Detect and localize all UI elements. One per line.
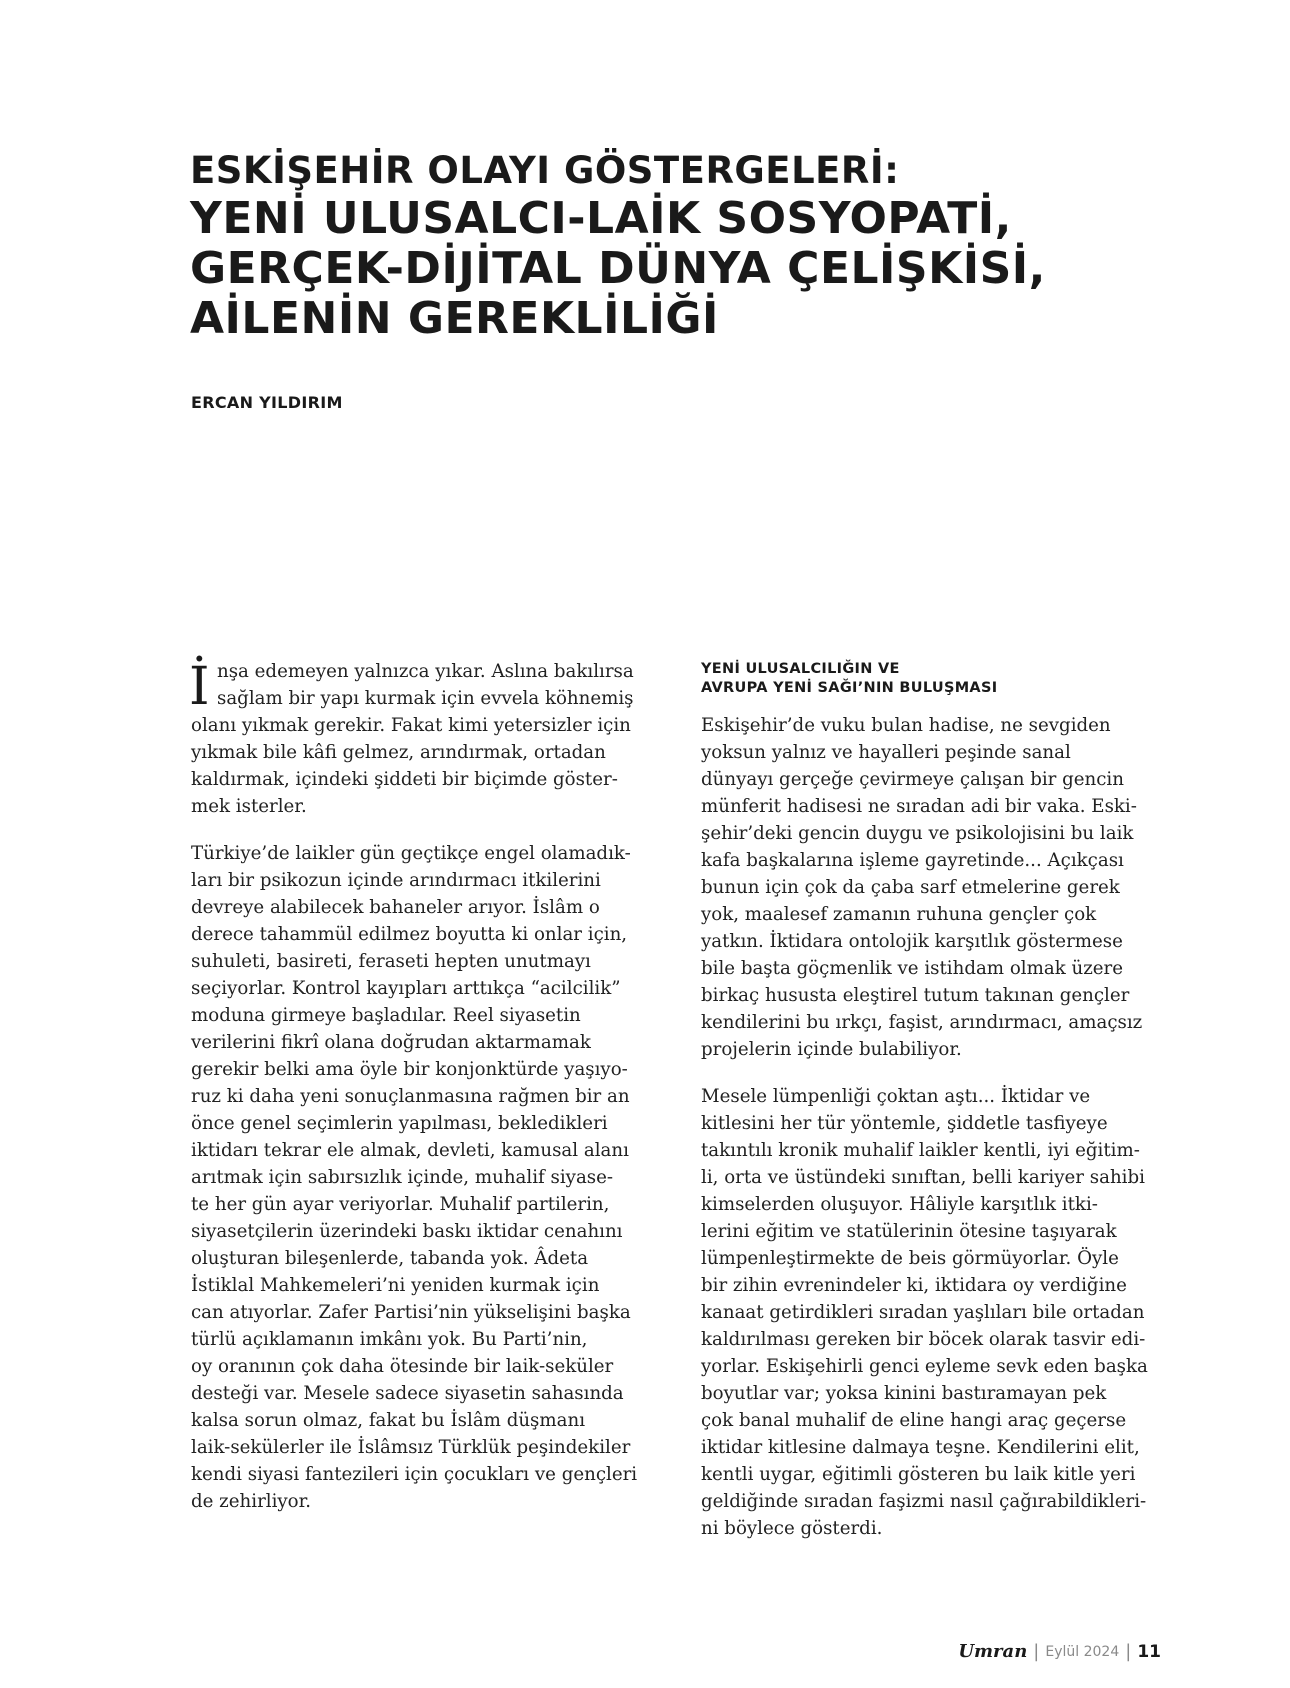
text-line: desteği var. Mesele sadece siyasetin sahasında xyxy=(191,1383,624,1404)
footer-divider: | xyxy=(1125,1641,1132,1662)
text-line: kimselerden oluşuyor. Hâliyle karşıtlık itki- xyxy=(701,1194,1098,1215)
page-number: 11 xyxy=(1137,1641,1161,1662)
text-line: derece tahammül edilmez boyutta ki onlar için, xyxy=(191,924,628,945)
text-line: kendi siyasi fantezileri için çocukları ve gençleri xyxy=(191,1464,638,1485)
text-line: çok banal muhalif de eline hangi araç geçerse xyxy=(701,1410,1127,1431)
paragraph xyxy=(701,712,1167,1063)
text-line: lerini eğitim ve statülerinin ötesine taşıyarak xyxy=(701,1221,1117,1242)
text-line: can atıyorlar. Zafer Partisi’nin yükselişini başka xyxy=(191,1302,631,1323)
text-line: bile başta göçmenlik ve istihdam olmak üzere xyxy=(701,958,1124,979)
text-line: türlü açıklamanın imkânı yok. Bu Parti’nin, xyxy=(191,1329,588,1350)
left-column xyxy=(191,658,657,1535)
text-line: iktidarı tekrar ele almak, devleti, kamusal alanı xyxy=(191,1140,629,1161)
text-line: dünyayı gerçeğe çevirmeye çalışan bir gencin xyxy=(701,769,1124,790)
text-line: olanı yıkmak gerekir. Fakat kimi yetersizler için xyxy=(191,715,631,736)
text-line: kaldırmak, içindeki şiddeti bir biçimde göster- xyxy=(191,769,618,790)
subheading-line: AVRUPA YENİ SAĞI’NIN BULUŞMASI xyxy=(701,680,998,696)
text-line: iktidar kitlesine dalmaya teşne. Kendilerini elit, xyxy=(701,1437,1140,1458)
text-line: yatkın. İktidara ontolojik karşıtlık göstermese xyxy=(701,931,1123,952)
text-line: arıtmak için sabırsızlık içinde, muhalif siyase- xyxy=(191,1167,614,1188)
text-line: seçiyorlar. Kontrol kayıpları arttıkça “acilcilik” xyxy=(191,978,621,999)
drop-cap: İ xyxy=(189,657,210,717)
text-line: oluşturan bileşenlerde, tabanda yok. Âdeta xyxy=(191,1248,589,1269)
text-line: kitlesini her tür yöntemle, şiddetle tasfiyeye xyxy=(701,1113,1108,1134)
text-line: İstiklal Mahkemeleri’ni yeniden kurmak için xyxy=(191,1275,600,1296)
text-line: oy oranının çok daha ötesinde bir laik-seküler xyxy=(191,1356,614,1377)
text-line: yorlar. Eskişehirli genci eyleme sevk eden başka xyxy=(701,1356,1148,1377)
text-line: sağlam bir yapı kurmak için evvela köhnemiş xyxy=(217,688,634,709)
text-line: te her gün ayar veriyorlar. Muhalif partilerin, xyxy=(191,1194,610,1215)
text-line: gerekir belki ama öyle bir konjonktürde yaşıyo- xyxy=(191,1059,628,1080)
text-line: lümpenleştirmekte de beis görmüyorlar. Öyle xyxy=(701,1248,1119,1269)
section-subheading xyxy=(701,660,1167,698)
text-line: yoksun yalnız ve hayalleri peşinde sanal xyxy=(701,742,1071,763)
text-line: yıkmak bile kâfi gelmez, arındırmak, ortadan xyxy=(191,742,606,763)
text-line: de zehirliyor. xyxy=(191,1491,312,1512)
text-line: li, orta ve üstündeki sınıftan, belli kariyer sahibi xyxy=(701,1167,1145,1188)
paragraph xyxy=(191,840,657,1515)
title-line: ESKİŞEHİR OLAYI GÖSTERGELERİ: xyxy=(190,149,900,192)
text-line: siyasetçilerin üzerindeki baskı iktidar cenahını xyxy=(191,1221,623,1242)
text-line: nşa edemeyen yalnızca yıkar. Aslına bakılırsa xyxy=(217,661,634,682)
subheading-line: YENİ ULUSALCILIĞIN VE xyxy=(701,661,900,677)
text-line: ları bir psikozun içinde arındırmacı itkilerini xyxy=(191,870,601,891)
text-line: projelerin içinde bulabiliyor. xyxy=(701,1039,962,1060)
text-line: ni böylece gösterdi. xyxy=(701,1518,883,1539)
text-line: Mesele lümpenliği çoktan aştı... İktidar ve xyxy=(701,1086,1091,1107)
title-line: AİLENİN GEREKLİLİĞİ xyxy=(190,293,719,344)
text-line: Türkiye’de laikler gün geçtikçe engel olamadık- xyxy=(191,843,631,864)
text-line: kaldırılması gereken bir böcek olarak tasvir edi- xyxy=(701,1329,1146,1350)
text-line: ruz ki daha yeni sonuçlanmasına rağmen bir an xyxy=(191,1086,630,1107)
text-line: yok, maalesef zamanın ruhuna gençler çok xyxy=(701,904,1097,925)
text-line: takıntılı kronik muhalif laikler kentli, iyi eğitim- xyxy=(701,1140,1140,1161)
text-line: geldiğinde sıradan faşizmi nasıl çağırabildikleri- xyxy=(701,1491,1147,1512)
text-line: bunun için çok da çaba sarf etmelerine gerek xyxy=(701,877,1120,898)
footer-divider: | xyxy=(1033,1641,1040,1662)
text-line: moduna girmeye başladılar. Reel siyasetin xyxy=(191,1005,581,1026)
text-line: kanaat getirdikleri sıradan yaşlıları bile ortadan xyxy=(701,1302,1145,1323)
issue-date: Eylül 2024 xyxy=(1045,1643,1120,1660)
article-title xyxy=(190,148,1090,344)
paragraph xyxy=(191,658,657,820)
text-line: birkaç hususta eleştirel tutum takınan gençler xyxy=(701,985,1130,1006)
text-line: suhuleti, basireti, feraseti hepten unutmayı xyxy=(191,951,591,972)
text-line: şehir’deki gencin duygu ve psikolojisini bu laik xyxy=(701,823,1134,844)
page-footer xyxy=(958,1641,1161,1662)
text-line: mek isterler. xyxy=(191,796,307,817)
title-line: GERÇEK-DİJİTAL DÜNYA ÇELİŞKİSİ, xyxy=(190,243,1046,294)
text-line: Eskişehir’de vuku bulan hadise, ne sevgiden xyxy=(701,715,1111,736)
right-column xyxy=(701,660,1167,1562)
text-line: boyutlar var; yoksa kinini bastıramayan pek xyxy=(701,1383,1107,1404)
author-byline: ERCAN YILDIRIM xyxy=(191,393,343,412)
text-line: münferit hadisesi ne sıradan adi bir vaka. Eski- xyxy=(701,796,1137,817)
text-line: kendilerini bu ırkçı, faşist, arındırmacı, amaçsız xyxy=(701,1012,1143,1033)
magazine-logo: Umran xyxy=(958,1641,1028,1662)
text-line: verilerini fikrî olana doğrudan aktarmamak xyxy=(191,1032,591,1053)
text-line: kalsa sorun olmaz, fakat bu İslâm düşmanı xyxy=(191,1410,586,1431)
text-line: kentli uygar, eğitimli gösteren bu laik kitle yeri xyxy=(701,1464,1136,1485)
text-line: önce genel seçimlerin yapılması, bekledikleri xyxy=(191,1113,608,1134)
text-line: kafa başkalarına işleme gayretinde... Açıkçası xyxy=(701,850,1124,871)
text-line: laik-sekülerler ile İslâmsız Türklük peşindekiler xyxy=(191,1437,631,1458)
paragraph xyxy=(701,1083,1167,1542)
title-line: YENİ ULUSALCI-LAİK SOSYOPATİ, xyxy=(190,193,1012,244)
text-line: bir zihin evrenindeler ki, iktidara oy verdiğine xyxy=(701,1275,1127,1296)
text-line: devreye alabilecek bahaneler arıyor. İslâm o xyxy=(191,897,600,918)
